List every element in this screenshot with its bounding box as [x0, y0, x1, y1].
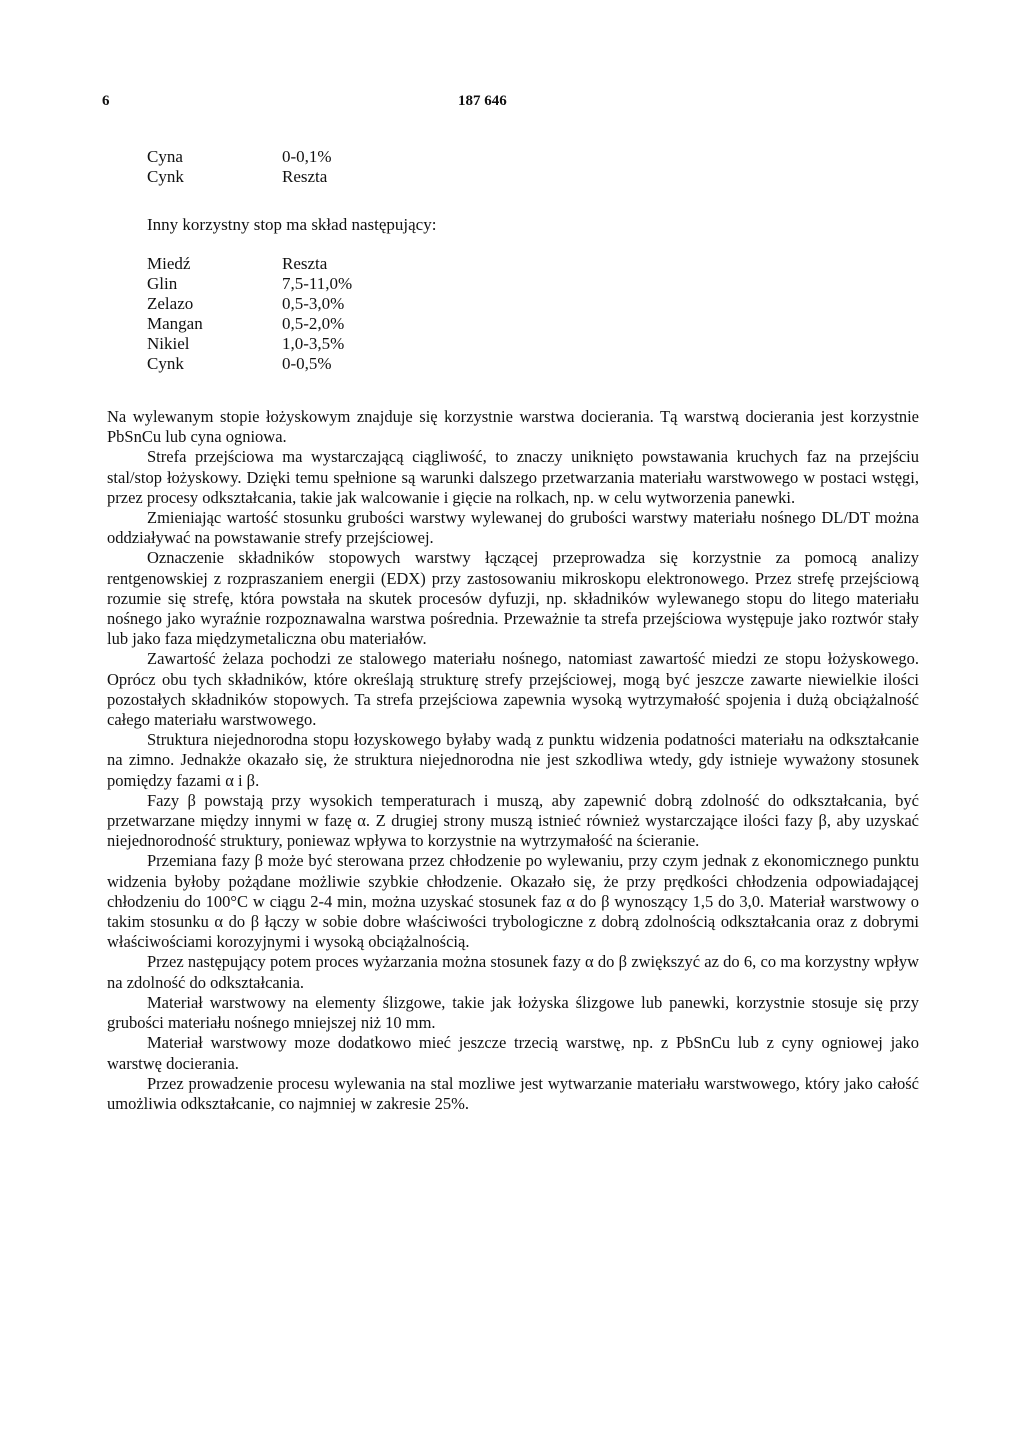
table-row	[147, 334, 352, 354]
composition-table-1	[147, 147, 332, 187]
paragraph: Zmieniając wartość stosunku grubości warstwy wylewanej do grubości warstwy materiału nośnego DL/DT można oddziaływać na powstawanie strefy przejściowej.	[107, 508, 919, 548]
element-name: Nikiel	[147, 334, 190, 353]
table-row	[147, 147, 332, 167]
paragraph: Fazy β powstają przy wysokich temperaturach i muszą, aby zapewnić dobrą zdolność do odkształcania, być przetwarzane między innymi w fazę α. Z drugiej strony muszą istnieć również wystarczające ilości fazy β, aby uzyskać niejednorodność struktury, poniewaz wpływa to korzystnie na wytrzymałość na ścieranie.	[107, 790, 919, 851]
element-value: Reszta	[282, 254, 328, 273]
paragraph: Przez prowadzenie procesu wylewania na stal mozliwe jest wytwarzanie materiału warstwowego, który jako całość umożliwia odkształcanie, co najmniej w zakresie 25%.	[107, 1073, 919, 1113]
paragraph: Materiał warstwowy na elementy ślizgowe, takie jak łożyska ślizgowe lub panewki, korzystnie stosuje się przy grubości materiału nośnego mniejszej niż 10 mm.	[107, 992, 919, 1033]
element-name: Zelazo	[147, 294, 194, 313]
table-row	[147, 294, 352, 314]
element-name: Glin	[147, 274, 178, 293]
table-row	[147, 274, 352, 294]
element-value: 0-0,1%	[282, 147, 332, 166]
element-value: 1,0-3,5%	[282, 334, 345, 353]
element-name: Mangan	[147, 314, 203, 333]
page-number: 6	[102, 93, 110, 109]
element-name: Miedź	[147, 254, 191, 273]
paragraph: Zawartość żelaza pochodzi ze stalowego materiału nośnego, natomiast zawartość miedzi ze stopu łożyskowego. Oprócz obu tych składników, które określają strukturę strefy przejściowej, mogą być jeszcze zawarte niewielkie ilości pozostałych składników stopowych. Ta strefa przejściowa zapewnia wysoką wytrzymałość spojenia i dużą obciążalność całego materiału warstwowego.	[107, 649, 919, 730]
element-name: Cyna	[147, 147, 183, 166]
element-value: 0,5-2,0%	[282, 314, 345, 333]
element-value: 0,5-3,0%	[282, 294, 345, 313]
patent-number: 187 646	[458, 93, 507, 109]
paragraph: Przez następujący potem proces wyżarzania można stosunek fazy α do β zwiększyć az do 6, co ma korzystny wpływ na zdolność do odkształcania.	[107, 952, 919, 992]
table-row	[147, 167, 332, 187]
element-value: 7,5-11,0%	[282, 274, 353, 293]
paragraph: Oznaczenie składników stopowych warstwy łączącej przeprowadza się korzystnie za pomocą analizy rentgenowskiej z rozpraszaniem energii (EDX) przy zastosowaniu mikroskopu elektronowego. Przez strefę przejściową rozumie się strefę, która powstała na skutek procesów dyfuzji, np. składników wylewanego stopu do litego materiału nośnego jako wyraźnie rozpoznawalna warstwa pośrednia. Przeważnie ta strefa przejściowa występuje jako roztwór stały lub jako faza międzymetaliczna obu materiałów.	[107, 548, 919, 649]
paragraph: Materiał warstwowy moze dodatkowo mieć jeszcze trzecią warstwę, np. z PbSnCu lub z cyny ogniowej jako warstwę docierania.	[107, 1033, 919, 1073]
element-name: Cynk	[147, 354, 184, 373]
paragraph: Strefa przejściowa ma wystarczającą ciągliwość, to znaczy uniknięto powstawania kruchych faz na przejściu stal/stop łożyskowy. Dzięki temu spełnione są warunki dalszego przetwarzania materiału warstwowego w postaci wstęgi, przez procesy odkształcania, takie jak walcowanie i gięcie na rolkach, np. w celu wytworzenia panewki.	[107, 447, 919, 507]
body-text	[107, 407, 919, 1114]
table-row	[147, 354, 352, 374]
table-row	[147, 254, 352, 274]
composition-table-2	[147, 254, 352, 374]
paragraph: Na wylewanym stopie łożyskowym znajduje się korzystnie warstwa docierania. Tą warstwą docierania jest korzystnie PbSnCu lub cyna ogniowa.	[107, 407, 919, 447]
paragraph: Struktura niejednorodna stopu łozyskowego byłaby wadą z punktu widzenia podatności materiału na odkształcanie na zimno. Jednakże okazało się, że struktura niejednorodna nie jest szkodliwa wtedy, gdy istnieje wyważony stosunek pomiędzy fazami α i β.	[107, 730, 919, 790]
alloy-intro: Inny korzystny stop ma skład następujący:	[147, 215, 437, 234]
paragraph: Przemiana fazy β może być sterowana przez chłodzenie po wylewaniu, przy czym jednak z ekonomicznego punktu widzenia byłoby pożądane możliwie szybkie chłodzenie. Okazało się, że przy prędkości chłodzenia odpowiadającej chłodzeniu do 100°C w ciągu 2-4 min, można uzyskać stosunek faz α do β wynoszący 1,5 do 3,0. Materiał warstwowy o takim stosunku α do β łączy w sobie dobre właściwości trybologiczne z dobrą zdolnością odkształcania oraz z dobrymi właściwościami korozyjnymi i wysoką obciążalnością.	[107, 851, 919, 952]
element-value: Reszta	[282, 167, 328, 186]
element-value: 0-0,5%	[282, 354, 332, 373]
table-row	[147, 314, 352, 334]
element-name: Cynk	[147, 167, 184, 186]
